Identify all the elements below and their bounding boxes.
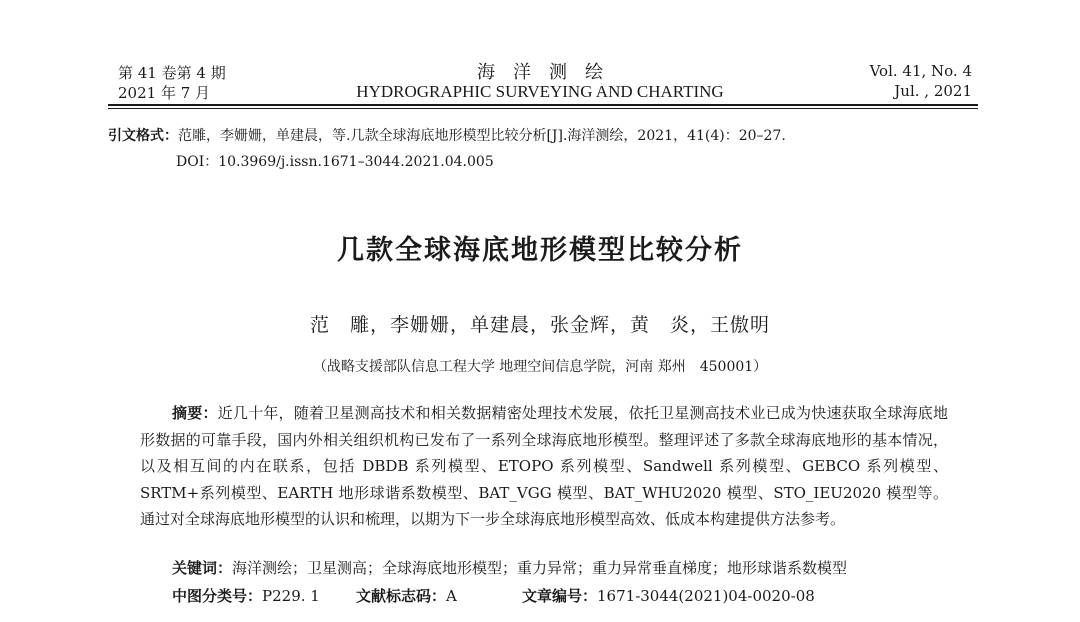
citation-line [108, 125, 786, 145]
header-rule-thin [108, 108, 978, 109]
doc-code-item [356, 585, 522, 606]
date-cn: 2021 年 7 月 [118, 84, 211, 102]
keywords-line [172, 557, 847, 578]
citation-text: 范雕，李姗姗，单建晨，等.几款全球海底地形模型比较分析[J].海洋测绘，2021，41(4)：20–27. [178, 128, 786, 144]
header-rule-thick [108, 104, 978, 106]
abstract-text: 近几十年，随着卫星测高技术和相关数据精密处理技术发展，依托卫星测高技术业已成为快速获取全球海底地形数据的可靠手段，国内外相关组织机构已发布了一系列全球海底地形模型。整理评述了多款全球海底地形的基本情况，以及相互间的内在联系，包括 DBDB 系列模型、ETOPO 系列模型、Sandwell 系列模型、GEBCO 系列模型、SRTM+系列模型、EARTH 地形球谐系数模型、BAT_VGG 模型、BAT_WHU2020 模型、STO_IEU2020 模型等。通过对全球海底地形模型的认识和梳理，以期为下一步全球海底地形模型高效、低成本构建提供方法参考。 [140, 404, 948, 529]
article-number-item [522, 585, 815, 606]
abstract [140, 400, 948, 533]
clc-value: P229. 1 [262, 587, 320, 605]
clc-label: 中图分类号： [172, 587, 263, 605]
keywords-text: 海洋测绘；卫星测高；全球海底地形模型；重力异常；重力异常垂直梯度；地形球谐系数模型 [232, 559, 848, 577]
article-title: 几款全球海底地形模型比较分析 [337, 235, 743, 266]
article-number-value: 1671-3044(2021)04-0020-08 [597, 587, 815, 605]
abstract-label: 摘要： [172, 404, 218, 422]
date-en: Jul. , 2021 [894, 82, 972, 100]
volume-issue-cn: 第 41 卷第 4 期 [118, 64, 226, 82]
doi: DOI：10.3969/j.issn.1671–3044.2021.04.005 [176, 154, 494, 170]
affiliation: （战略支援部队信息工程大学 地理空间信息学院，河南 郑州 450001） [312, 359, 768, 375]
authors: 范 雕，李姗姗，单建晨，张金辉，黄 炎，王傲明 [309, 314, 770, 336]
journal-name-cn: 海洋测绘 [477, 62, 621, 83]
clc-item [172, 585, 356, 606]
volume-issue-en: Vol. 41, No. 4 [869, 62, 972, 80]
article-number-label: 文章编号： [522, 587, 598, 605]
doc-code-value: A [446, 587, 457, 605]
doc-code-label: 文献标志码： [356, 587, 447, 605]
classification-line [172, 585, 815, 606]
keywords-label: 关键词： [172, 559, 233, 577]
citation-label: 引文格式： [108, 128, 178, 144]
journal-name-en: HYDROGRAPHIC SURVEYING AND CHARTING [356, 82, 724, 101]
